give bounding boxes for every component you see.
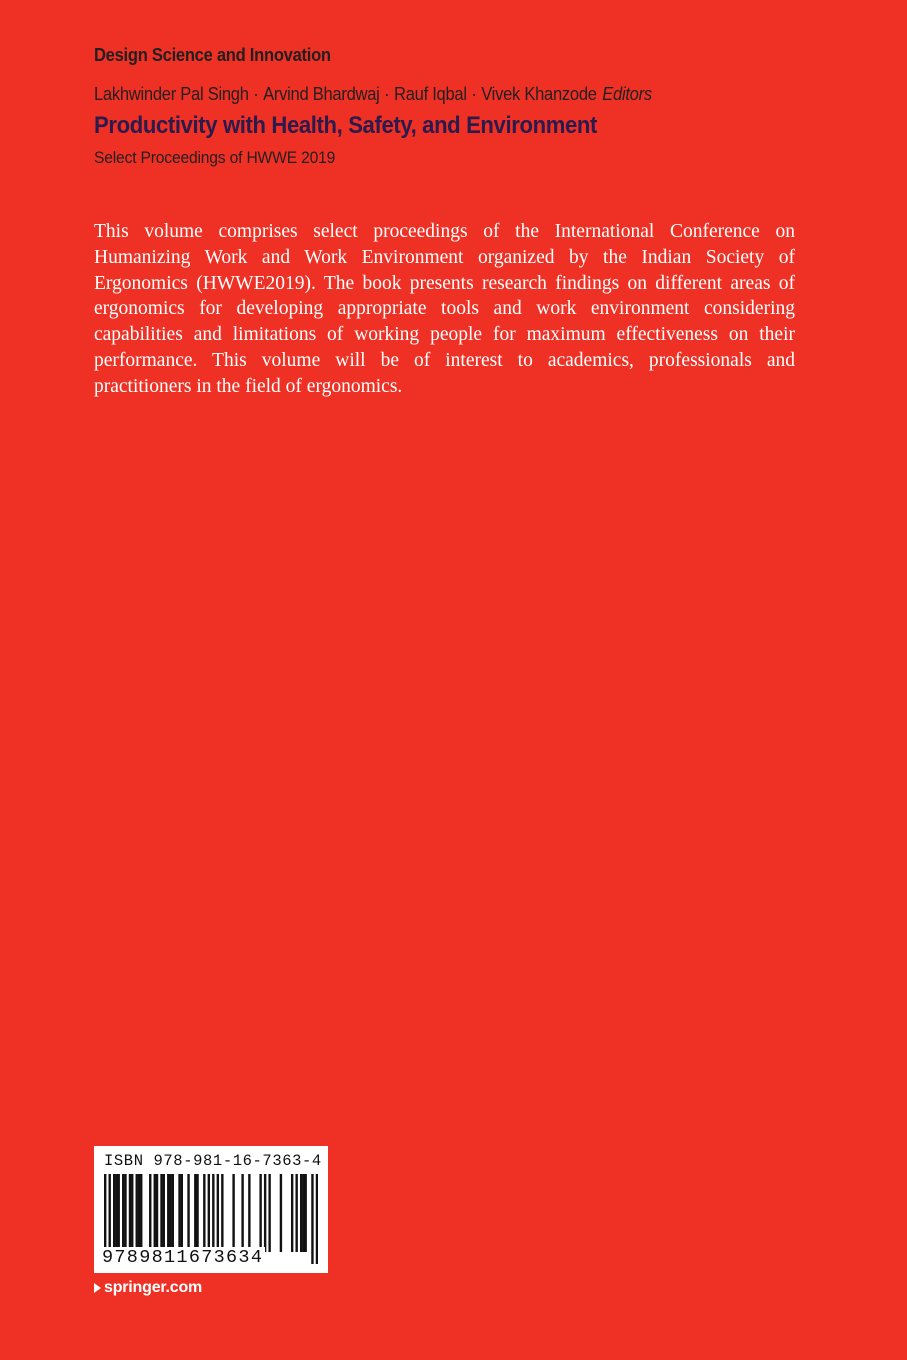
book-subtitle: Select Proceedings of HWWE 2019 <box>94 148 336 167</box>
barcode-bar <box>131 1174 133 1252</box>
barcode-bar <box>248 1174 250 1252</box>
barcode-bar <box>194 1174 196 1252</box>
barcode-bar <box>300 1174 302 1252</box>
barcode-bar <box>241 1174 243 1252</box>
editor-separator: · <box>384 84 390 104</box>
barcode-bar <box>295 1174 297 1252</box>
barcode-bar <box>136 1174 138 1252</box>
barcode-bar <box>196 1174 198 1252</box>
barcode-bar <box>124 1174 126 1252</box>
barcode-bar <box>316 1174 318 1264</box>
book-title: Productivity with Health, Safety, and Environment <box>94 112 597 139</box>
barcode-bar <box>154 1174 156 1252</box>
barcode-bar <box>169 1174 171 1252</box>
barcode-bar <box>291 1174 293 1252</box>
barcode-bar <box>129 1174 131 1252</box>
barcode-bar <box>149 1174 151 1252</box>
barcode-bar <box>181 1174 183 1252</box>
barcode-bar <box>167 1174 169 1252</box>
barcode-bar <box>187 1174 189 1252</box>
barcode-bar <box>280 1174 282 1252</box>
barcode-bar <box>140 1174 142 1252</box>
barcode-bar <box>113 1174 115 1252</box>
editor-name: Arvind Bhardwaj <box>263 84 380 104</box>
barcode-bar <box>118 1174 120 1252</box>
barcode-bar <box>311 1174 313 1264</box>
barcode-bar <box>268 1174 270 1252</box>
book-description: This volume comprises select proceedings of the International Conference on Humanizing Work and Work Environment organized by the Indian Society of Ergonomics (HWWE2019). The book presents research findings on different areas of ergonomics for developing appropriate tools and work environment considering capabilities and limitations of working people for maximum effectiveness on their performance. This volume will be of interest to academics, professionals and practitioners in the field of ergonomics. <box>94 221 795 397</box>
barcode-bar <box>178 1174 180 1252</box>
editor-separator: · <box>253 84 259 104</box>
barcode-bar <box>232 1174 234 1252</box>
barcode-digits: 9789811673634 <box>102 1247 264 1268</box>
barcode-bar <box>264 1174 266 1252</box>
editor-name: Vivek Khanzode <box>481 84 597 104</box>
barcode-bar <box>122 1174 124 1252</box>
publisher-website[interactable] <box>94 1279 202 1297</box>
barcode-bar <box>259 1174 261 1252</box>
editor-separator: · <box>471 84 477 104</box>
barcode-bar <box>115 1174 117 1252</box>
editor-name: Lakhwinder Pal Singh <box>94 84 249 104</box>
barcode-bar <box>163 1174 165 1252</box>
editors-role: Editors <box>602 84 652 104</box>
barcode-bar <box>160 1174 162 1252</box>
isbn-barcode <box>94 1146 328 1273</box>
barcode-bar <box>156 1174 158 1252</box>
arrow-right-icon <box>94 1283 101 1293</box>
barcode-bar <box>217 1174 219 1252</box>
barcode-bar <box>304 1174 306 1252</box>
isbn-label: ISBN 978-981-16-7363-4 <box>104 1152 322 1170</box>
barcode-bar <box>138 1174 140 1252</box>
editors-line <box>94 84 652 105</box>
barcode-bar <box>302 1174 304 1252</box>
barcode-bar <box>221 1174 223 1252</box>
website-label: springer.com <box>104 1279 203 1296</box>
barcode-bar <box>203 1174 205 1252</box>
barcode-bar <box>172 1174 174 1252</box>
editor-name: Rauf Iqbal <box>394 84 467 104</box>
series-name: Design Science and Innovation <box>94 45 331 65</box>
